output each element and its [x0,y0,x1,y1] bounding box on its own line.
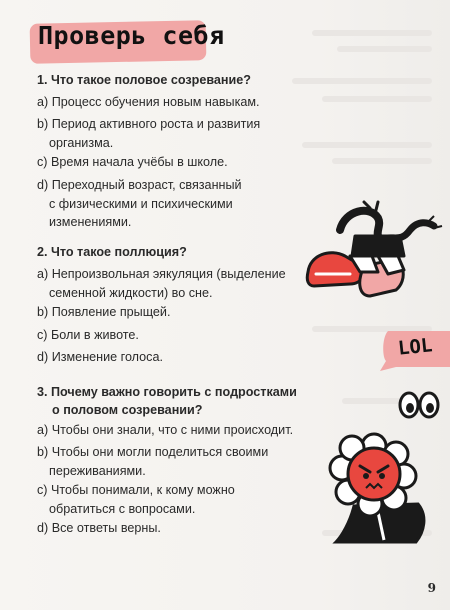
option-text-continued: семенной жидкости) во сне. [49,285,213,300]
option-letter: d) [37,178,49,192]
option-text: Время начала учёбы в школе. [51,155,228,169]
question-2: 2. Что такое поллюция? [37,245,187,259]
option-text-continued: с физическими и психическими [49,196,233,211]
upside-down-character-illustration [300,200,450,315]
q1-option-d [37,176,307,232]
option-text: Чтобы они знали, что с ними происходит. [51,423,294,437]
question-3 [37,383,317,419]
option-text: Боли в животе. [51,328,139,342]
show-through-line [312,30,432,36]
q2-option-d [37,348,307,367]
q3-option-b [37,443,307,480]
option-letter: b) [37,445,49,459]
option-text-continued: организма. [49,135,114,150]
option-text: Период активного роста и развития [51,117,261,131]
option-text: Непроизвольная эякуляция (выделение [51,267,286,281]
q1-option-a [37,93,307,112]
q2-option-a [37,265,307,302]
option-letter: c) [37,483,48,497]
page-title: Проверь себя [38,21,225,50]
option-letter: d) [37,521,49,535]
option-letter: c) [37,155,48,169]
question-text-continued: о половом созревании? [52,403,203,417]
flower-character-illustration [320,432,432,544]
option-text: Появление прыщей. [51,305,171,319]
q1-option-b [37,115,307,152]
show-through-line [337,46,432,52]
page-number: 9 [427,581,436,595]
show-through-line [332,158,432,164]
option-text-continued: обратиться с вопросами. [49,501,196,516]
question-text: 3. Почему важно говорить с подростками [37,385,297,399]
q1-option-c [37,153,307,172]
q3-option-a [37,421,307,440]
eyes-icon [398,390,442,420]
show-through-line [302,142,432,148]
option-text: Изменение голоса. [51,350,163,364]
option-text: Процесс обучения новым навыкам. [51,95,260,109]
show-through-line [322,96,432,102]
option-letter: b) [37,117,49,131]
option-letter: d) [37,350,49,364]
option-letter: a) [37,95,49,109]
question-1: 1. Что такое половое созревание? [37,73,251,87]
option-text: Переходный возраст, связанный [51,178,242,192]
q3-option-c [37,481,307,518]
q2-option-c [37,326,307,345]
q2-option-b [37,303,307,322]
option-text: Все ответы верны. [51,521,161,535]
option-text: Чтобы понимали, к кому можно [51,483,235,497]
option-letter: c) [37,328,48,342]
option-letter: a) [37,423,49,437]
option-text-continued: изменениями. [49,215,132,229]
option-text-continued: переживаниями. [49,463,146,478]
lol-text: LOL [396,334,434,360]
option-letter: b) [37,305,49,319]
lol-speech-bubble [378,327,450,371]
option-text: Чтобы они могли поделиться своими [51,445,269,459]
option-letter: a) [37,267,49,281]
q3-option-d [37,519,307,538]
